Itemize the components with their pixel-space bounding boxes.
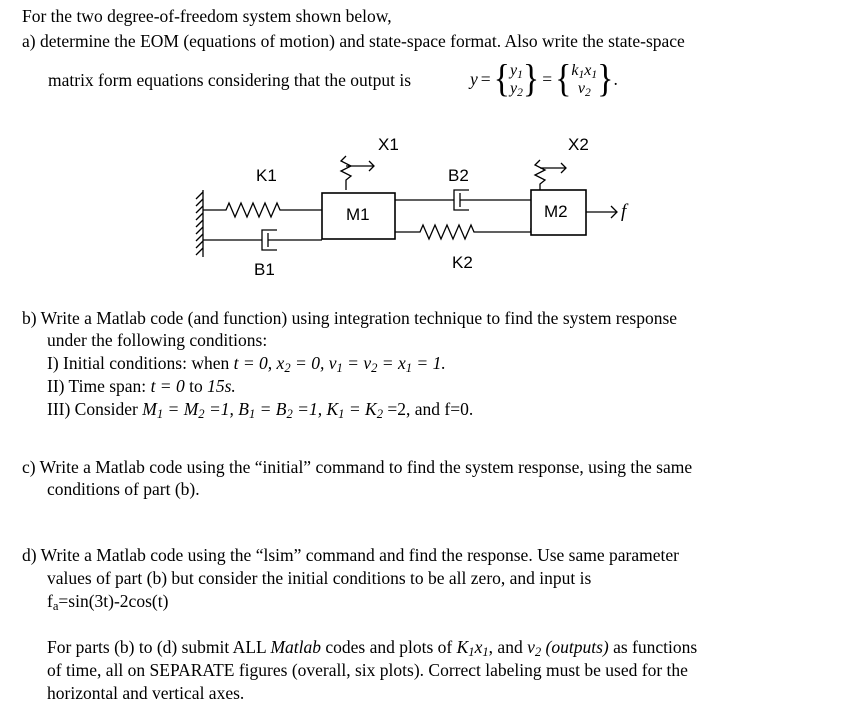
force-arrow — [586, 206, 617, 218]
damper-b1 — [203, 230, 322, 250]
part-b-line-2: under the following conditions: — [47, 330, 268, 350]
intro-line-1: For the two degree-of-freedom system shown below, — [22, 6, 392, 26]
footer-line-1: For parts (b) to (d) submit ALL Matlab codes and plots of $K_1x_1$, and $v_2$ (outputs) as functions — [47, 637, 698, 660]
left-brace-2: { — [555, 58, 572, 101]
label-b2: B2 — [448, 166, 469, 185]
part-b-condition-1: I) Initial conditions: when t = 0, $x_2 = 0$, $v_1 = v_2 = x_1 = 1$. — [47, 353, 446, 376]
label-f: f — [621, 201, 627, 222]
part-d-line-2: values of part (b) but consider the initial conditions to be all zero, and input is — [47, 568, 592, 588]
part-d-line-3: $f_a=\sin(3t)-2\cos(t)$ — [47, 591, 169, 614]
intro-line-3: matrix form equations considering that the output is — [48, 70, 412, 90]
output-y: y — [470, 69, 478, 90]
x2-marker — [535, 160, 566, 190]
part-c-line-2: conditions of part (b). — [47, 479, 200, 499]
intro-line-2: a) determine the EOM (equations of motion) and state-space format. Also write the state-space — [22, 31, 685, 51]
output-vector-k: $k_1x_1$ $v_2$ — [571, 61, 598, 99]
footer-line-3: horizontal and vertical axes. — [47, 683, 245, 703]
output-eq-1: = — [480, 69, 491, 90]
part-c-line-1: c) Write a Matlab code using the “initial” command to find the system response, using the same — [22, 457, 693, 477]
part-b-condition-3: III) Consider $M_1 = M_2 =1$, $B_1 = B_2 =1$, $K_1 = K_2 =2$, and f=0. — [47, 399, 474, 422]
part-b-line-1: b) Write a Matlab code (and function) using integration technique to find the system response — [22, 308, 678, 328]
output-period: . — [613, 69, 618, 90]
right-brace-1: } — [522, 58, 540, 101]
label-x1: X1 — [378, 135, 399, 154]
label-m2: M2 — [544, 202, 568, 221]
x1-marker — [341, 156, 374, 190]
part-d-line-1: d) Write a Matlab code using the “lsim” command and find the response. Use same parameter — [22, 545, 679, 565]
spring-k2 — [395, 225, 531, 239]
label-b1: B1 — [254, 260, 275, 279]
mass-spring-damper-diagram — [0, 0, 857, 290]
label-x2: X2 — [568, 135, 589, 154]
left-wall — [196, 190, 203, 257]
label-k1: K1 — [256, 166, 277, 185]
label-k2: K2 — [452, 253, 473, 272]
left-brace-1: { — [493, 58, 510, 101]
spring-k1 — [203, 203, 322, 217]
label-m1: M1 — [346, 205, 370, 224]
output-vector-y: $y_1$ $y_2$ — [509, 61, 523, 99]
footer-line-2: of time, all on SEPARATE figures (overall, six plots). Correct labeling must be used for the — [47, 660, 688, 680]
output-eq-2: = — [542, 69, 553, 90]
part-b-condition-2: II) Time span: t = 0 to 15s. — [47, 376, 236, 396]
damper-b2 — [395, 190, 531, 210]
right-brace-2: } — [597, 58, 614, 101]
